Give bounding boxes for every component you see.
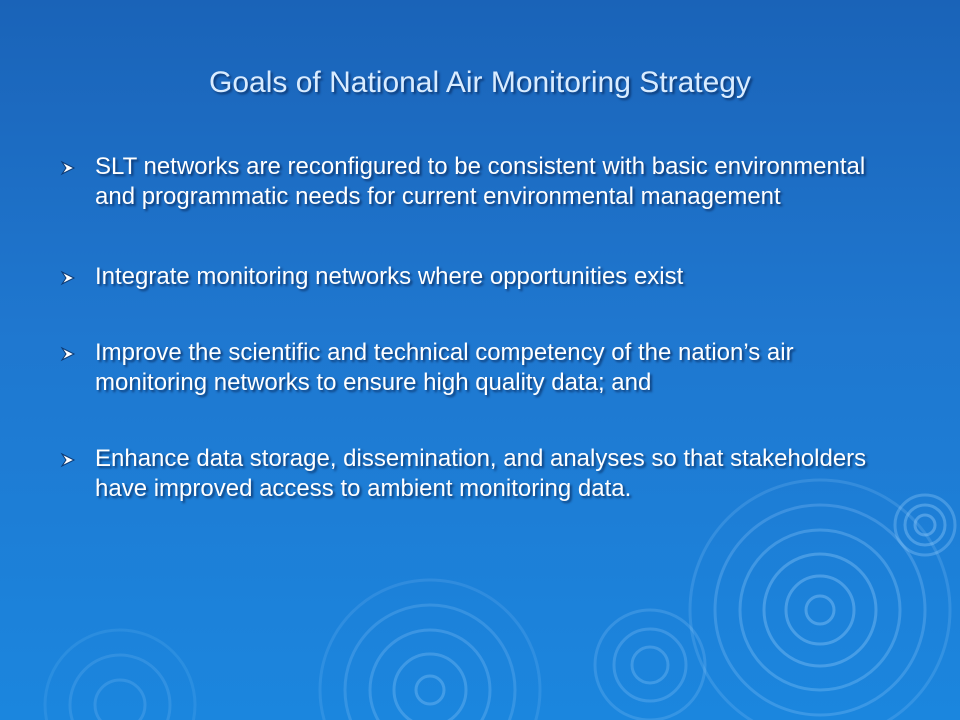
ripple-cluster-bottom-center (320, 580, 540, 720)
bullet-list (60, 152, 890, 544)
bullet-text: SLT networks are reconfigured to be consistent with basic environmental and programmatic needs for current environmental management (95, 153, 866, 210)
ripple-cluster-small-right (895, 495, 955, 555)
ripple-cluster-bottom-mid (595, 610, 705, 720)
bullet-item (60, 338, 890, 398)
ripple-cluster-bottom-left (45, 630, 195, 720)
bullet-item (60, 262, 890, 292)
arrow-bullet-icon (60, 160, 76, 176)
bullet-item (60, 152, 890, 212)
slide-title: Goals of National Air Monitoring Strategy (209, 66, 751, 99)
bullet-text: Integrate monitoring networks where opportunities exist (95, 263, 684, 290)
bullet-text: Enhance data storage, dissemination, and analyses so that stakeholders have improved access to ambient monitoring data. (95, 445, 867, 502)
bullet-text: Improve the scientific and technical competency of the nation’s air monitoring networks to ensure high quality data; and (95, 339, 794, 396)
arrow-bullet-icon (60, 270, 76, 286)
bullet-item (60, 444, 890, 504)
arrow-bullet-icon (60, 452, 76, 468)
arrow-bullet-icon (60, 346, 76, 362)
